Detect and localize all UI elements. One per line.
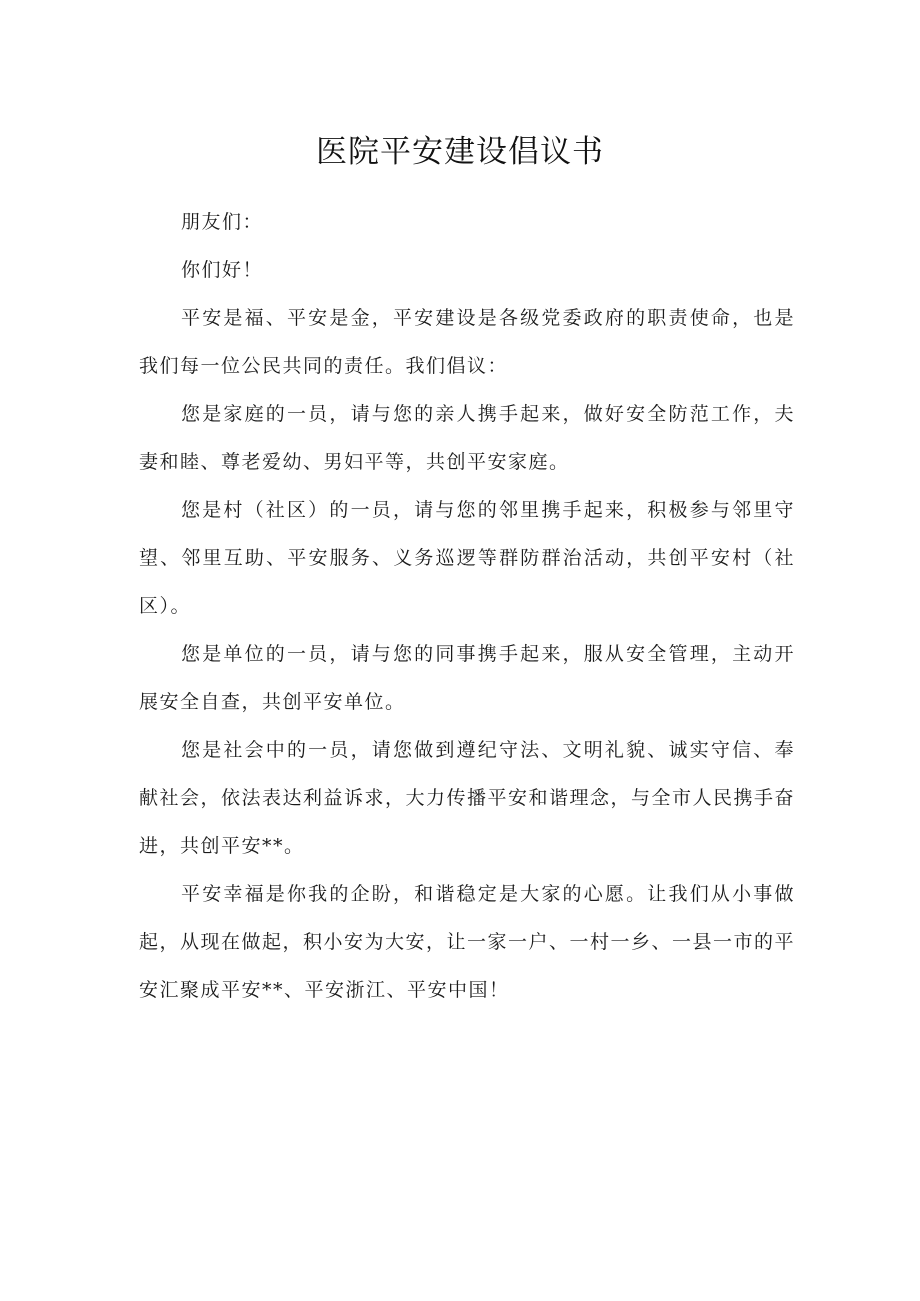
greeting: 朋友们： <box>181 211 264 233</box>
paragraph-family: 您是家庭的一员，请与您的亲人携手起来，做好安全防范工作，夫妻和睦、尊老爱幼、男妇平等，共创平安家庭。 <box>139 403 795 473</box>
paragraph-closing: 平安幸福是你我的企盼，和谐稳定是大家的心愿。让我们从小事做起，从现在做起，积小安为大安，让一家一户、一村一乡、一县一市的平安汇聚成平安**、平安浙江、平安中国！ <box>139 883 796 1001</box>
document-body <box>139 198 795 1014</box>
paragraph-community: 您是村（社区）的一员，请与您的邻里携手起来，积极参与邻里守望、邻里互助、平安服务、义务巡逻等群防群治活动，共创平安村（社区）。 <box>139 499 795 617</box>
paragraph-workplace: 您是单位的一员，请与您的同事携手起来，服从安全管理，主动开展安全自查，共创平安单位。 <box>139 643 795 713</box>
salutation: 你们好！ <box>181 259 264 281</box>
document-title: 医院平安建设倡议书 <box>316 134 604 170</box>
paragraph-intro: 平安是福、平安是金，平安建设是各级党委政府的职责使命，也是我们每一位公民共同的责任。我们倡议： <box>139 307 795 377</box>
paragraph-society: 您是社会中的一员，请您做到遵纪守法、文明礼貌、诚实守信、奉献社会，依法表达利益诉求，大力传播平安和谐理念，与全市人民携手奋进，共创平安**。 <box>139 739 796 857</box>
